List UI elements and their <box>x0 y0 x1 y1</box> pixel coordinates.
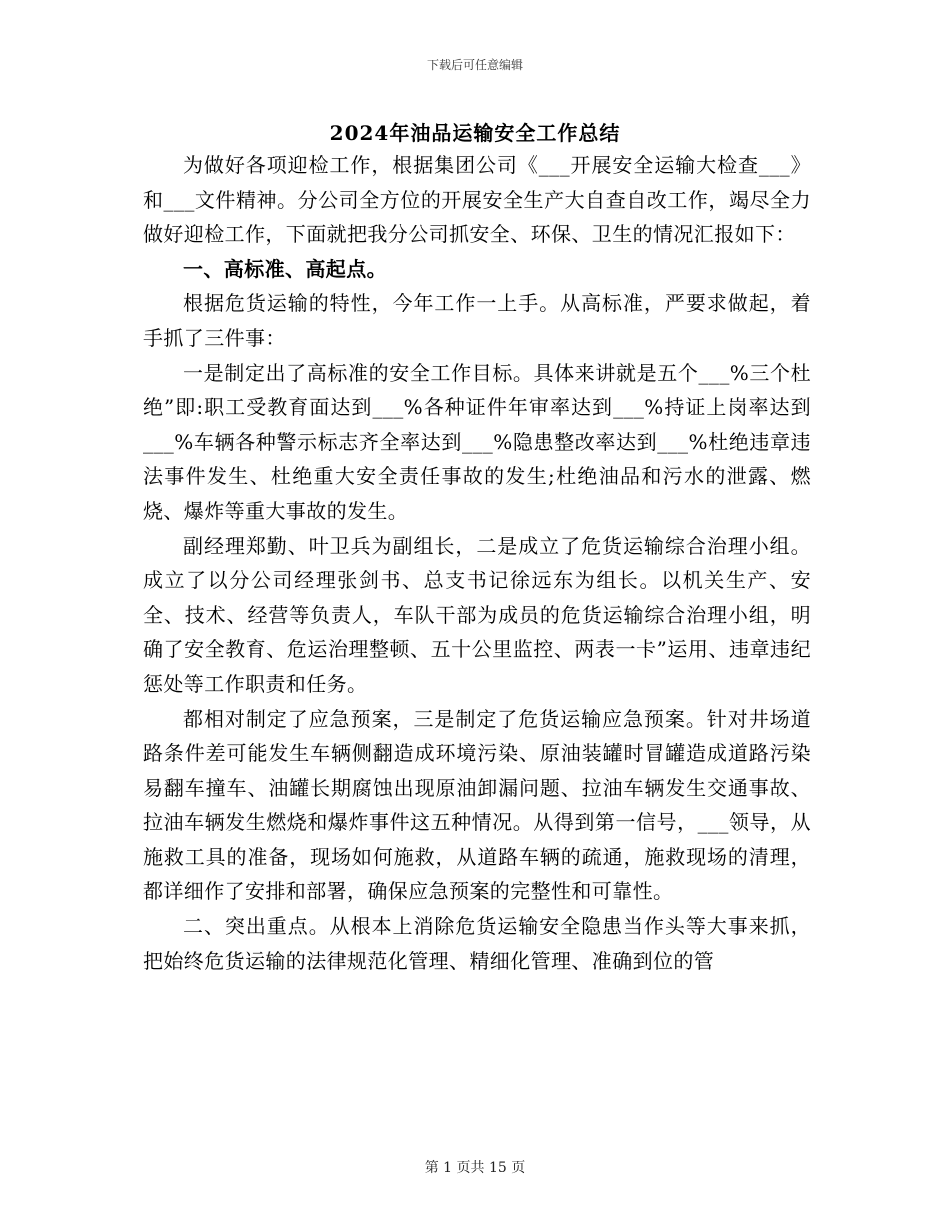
paragraph-intro: 为做好各项迎检工作，根据集团公司《___开展安全运输大检查___》和___文件精神。分公司全方位的开展安全生产大自查自改工作，竭尽全力做好迎检工作，下面就把我分公司抓安全、环保、卫生的情况汇报如下： <box>143 153 811 247</box>
section-heading-1: 一、高标准、高起点。 <box>183 256 387 281</box>
document-title: 2024年油品运输安全工作总结 <box>329 121 621 145</box>
header-note: 下载后可任意编辑 <box>426 58 523 72</box>
paragraph-2: 一是制定出了高标准的安全工作目标。具体来讲就是五个___%三个杜绝”即:职工受教育面达到___%各种证件年审率达到___%持证上岗率达到___%车辆各种警示标志齐全率达到___%隐患整改率达到___%杜绝违章违法事件发生、杜绝重大安全责任事故的发生;杜绝油品和污水的泄露、燃烧、爆炸等重大事故的发生。 <box>143 360 811 523</box>
page-footer: 第 1 页共 15 页 <box>424 1160 526 1176</box>
paragraph-5: 二、突出重点。从根本上消除危货运输安全隐患当作头等大事来抓，把始终危货运输的法律规范化管理、精细化管理、准确到位的管 <box>143 914 811 973</box>
paragraph-4: 都相对制定了应急预案，三是制定了危货运输应急预案。针对井场道路条件差可能发生车辆侧翻造成环境污染、原油装罐时冒罐造成道路污染易翻车撞车、油罐长期腐蚀出现原油卸漏问题、拉油车辆发生交通事故、拉油车辆发生燃烧和爆炸事件这五种情况。从得到第一信号，___领导，从施救工具的准备，现场如何施救，从道路车辆的疏通，施救现场的清理，都详细作了安排和部署，确保应急预案的完整性和可靠性。 <box>143 706 811 904</box>
paragraph-1: 根据危货运输的特性，今年工作一上手。从高标准，严要求做起，着手抓了三件事： <box>143 291 811 350</box>
document-body <box>143 148 811 978</box>
paragraph-3: 副经理郑勤、叶卫兵为副组长，二是成立了危货运输综合治理小组。成立了以分公司经理张剑书、总支书记徐远东为组长。以机关生产、安全、技术、经营等负责人，车队干部为成员的危货运输综合治理小组，明确了安全教育、危运治理整顿、五十公里监控、两表一卡”运用、违章违纪惩处等工作职责和任务。 <box>143 533 811 696</box>
